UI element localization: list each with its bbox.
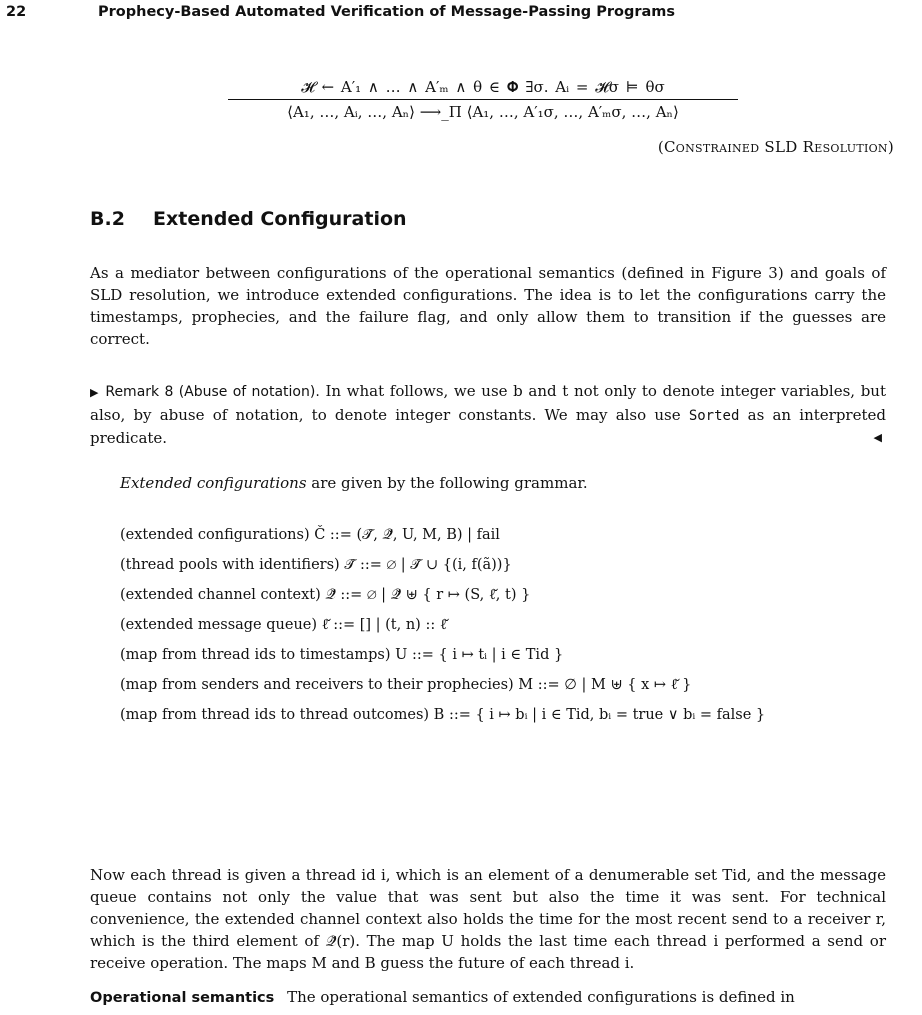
- remark-start-marker-icon: ▶: [90, 386, 100, 399]
- rule-premises: 𝓗 ← A′₁ ∧ … ∧ A′ₘ ∧ θ ∈ 𝚽 ∃σ. Aᵢ = 𝓗σ ⊨ θσ: [301, 78, 665, 96]
- section-title: Extended Configuration: [153, 208, 407, 230]
- rule-name: (Constrained SLD Resolution): [657, 138, 894, 156]
- paragraph-heading: Operational semantics: [90, 990, 275, 1006]
- remark-paragraph: [90, 380, 886, 449]
- explanation-paragraph: Now each thread is given a thread id i, which is an element of a denumerable set Tid, and the message queue contains not only the value that was sent but also the time it was sent. For technical convenience, the extended channel context also holds the time for the most recent send to a receiver r, which is the third element of 𝒬̌(r). The map U holds the last time each thread i performed a send or receive operation. The maps M and B guess the future of each thread i.: [90, 866, 886, 972]
- section-number: B.2: [90, 208, 125, 230]
- remark-text-1: In what follows, we use b and t not only to denote integer variables, but also, by abuse of notation, to denote integer constants. We may also use: [90, 382, 886, 424]
- remark-text-2: as an interpreted predicate.: [90, 406, 886, 447]
- remark-label: Remark 8 (Abuse of notation).: [105, 384, 320, 400]
- section-heading: [90, 208, 407, 230]
- rule-bar: [228, 99, 738, 100]
- grammar-intro: [120, 472, 860, 494]
- remark-end-marker-icon: ◀: [873, 431, 882, 444]
- running-title: Prophecy-Based Automated Verification of Message-Passing Programs: [98, 4, 675, 20]
- grammar-line: (extended message queue) ℓ̌ ::= [] | (t, n) :: ℓ̌: [120, 617, 447, 633]
- remark-code: Sorted: [688, 408, 740, 424]
- grammar-line: (extended configurations) Č ::= (𝒯̌, 𝒬̌, U, M, B) | fail: [120, 527, 500, 543]
- inference-rule: [228, 78, 738, 121]
- grammar-intro-emphasis: Extended configurations: [120, 474, 307, 492]
- grammar-line: (extended channel context) 𝒬̌ ::= ∅ | 𝒬̌ ⊎ { r ↦ (S, ℓ̌, t) }: [120, 587, 531, 603]
- grammar-intro-rest: are given by the following grammar.: [311, 474, 588, 492]
- rule-conclusion: ⟨A₁, …, Aᵢ, …, Aₙ⟩ ⟶_Π ⟨A₁, …, A′₁σ, …, A′ₘσ, …, Aₙ⟩: [287, 103, 679, 121]
- intro-paragraph: As a mediator between configurations of the operational semantics (defined in Figure 3) and goals of SLD resolution, we introduce extended configurations. The idea is to let the configurations carry the timestamps, prophecies, and the failure flag, and only allow them to transition if the guesses are correct.: [90, 264, 886, 348]
- page-number: 22: [6, 4, 27, 20]
- grammar-line: (map from thread ids to timestamps) U ::= { i ↦ tᵢ | i ∈ Tid }: [120, 647, 564, 663]
- grammar-block: [120, 524, 920, 734]
- operational-semantics-paragraph: [90, 986, 886, 1009]
- grammar-line: (map from senders and receivers to their prophecies) M ::= ∅ | M ⊎ { x ↦ ℓ̌ }: [120, 677, 692, 693]
- grammar-line: (thread pools with identifiers) 𝒯̌ ::= ∅ | 𝒯̌ ∪ {(i, f(ã))}: [120, 557, 512, 573]
- grammar-line: (map from thread ids to thread outcomes) B ::= { i ↦ bᵢ | i ∈ Tid, bᵢ = true ∨ bᵢ = false }: [120, 707, 766, 723]
- paragraph-text: The operational semantics of extended configurations is defined in: [287, 988, 795, 1006]
